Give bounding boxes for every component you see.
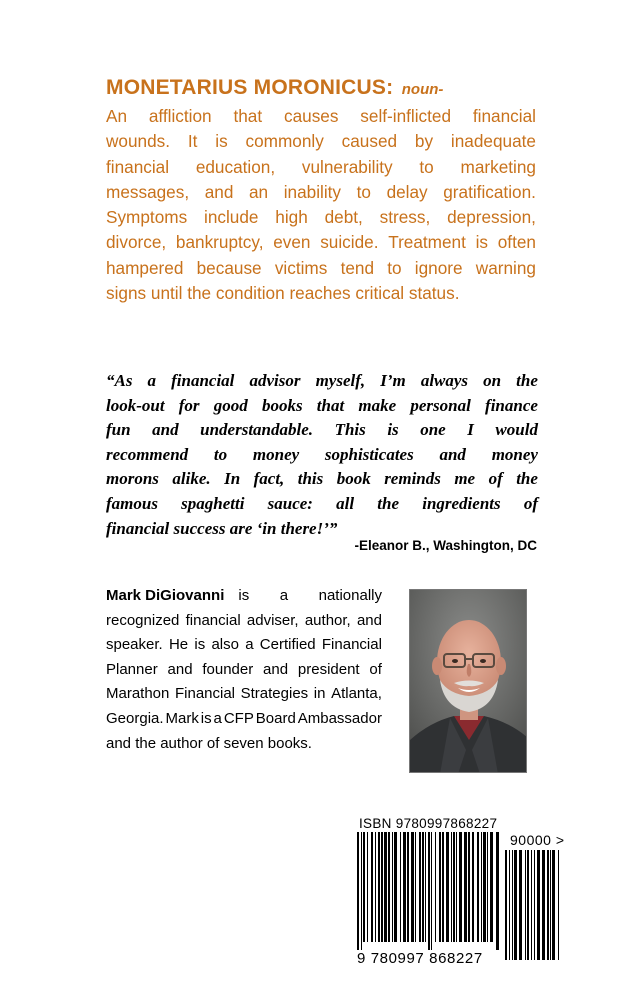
barcode-bar: [400, 832, 401, 942]
bio-line: [106, 609, 382, 634]
definition-line: [106, 256, 536, 281]
word: always: [420, 371, 469, 390]
word: and: [204, 181, 234, 202]
word: include: [204, 207, 259, 228]
word: advisor: [249, 371, 301, 390]
word: often: [497, 232, 536, 253]
author-name: Mark DiGiovanni: [106, 587, 225, 604]
word: This: [334, 420, 366, 440]
barcode-bar: [403, 832, 406, 942]
word: speaker.: [106, 636, 163, 654]
word: self-inflicted: [360, 106, 452, 126]
quote-line: [106, 443, 538, 468]
barcode-bar: [519, 850, 522, 960]
barcode-bar: [442, 832, 444, 942]
word: ignore: [414, 257, 463, 278]
barcode-bar: [487, 832, 488, 942]
barcode-bar: [435, 832, 436, 942]
word: depression,: [447, 207, 536, 228]
word: look-out: [106, 395, 165, 415]
word: financial: [106, 156, 170, 177]
word: Financial: [174, 685, 236, 703]
quote-line: financial success are ‘in there!’”: [106, 518, 338, 538]
word: Atlanta,: [331, 685, 382, 703]
barcode-bar: [505, 850, 507, 960]
barcode-bar: [453, 832, 455, 942]
barcode-bar: [558, 850, 559, 960]
word: An: [106, 106, 128, 126]
word: fun: [106, 420, 131, 440]
word: to: [387, 257, 402, 278]
word: to: [213, 444, 228, 464]
word: tend: [340, 257, 375, 278]
word: the: [516, 371, 538, 390]
word: gratification.: [443, 181, 536, 202]
word: of: [488, 469, 503, 489]
word: stress,: [379, 207, 431, 228]
word: and: [152, 420, 179, 440]
quote-line: [106, 369, 538, 394]
word: morons: [106, 469, 159, 489]
word: financial: [185, 611, 241, 629]
definition-line: [106, 129, 536, 154]
word: of: [523, 493, 538, 513]
word: causes: [283, 106, 339, 126]
bio-line: [106, 707, 382, 732]
word: Mark: [165, 709, 199, 727]
barcode-bar: [525, 850, 526, 960]
definition-line: [106, 205, 536, 230]
word: of: [369, 660, 382, 678]
word: affliction: [148, 106, 212, 126]
word: He: [168, 636, 189, 654]
word: Georgia.: [106, 709, 164, 727]
barcode-bar: [496, 832, 499, 950]
word: money: [491, 444, 538, 464]
barcode-digits: 9 780997 868227: [357, 950, 483, 967]
word: high: [275, 207, 308, 228]
price-addon-bars: [505, 850, 561, 964]
word: recommend: [106, 444, 189, 464]
word: the: [516, 469, 538, 489]
barcode-bar: [534, 850, 535, 960]
word: Strategies: [240, 685, 309, 703]
word: founder: [202, 660, 254, 678]
word: reminds: [384, 469, 441, 489]
word: warning: [475, 257, 536, 278]
word: recognized: [106, 611, 180, 629]
barcode-bar: [378, 832, 380, 942]
word: bankruptcy,: [175, 232, 264, 253]
word: suicide.: [320, 232, 379, 253]
word: Marathon: [106, 685, 170, 703]
word: hampered: [106, 257, 184, 278]
word: all: [336, 493, 355, 513]
barcode-bar: [381, 832, 383, 942]
word: finance: [485, 395, 538, 415]
word: and: [439, 444, 466, 464]
isbn-barcode: [343, 810, 592, 970]
word: personal: [410, 395, 471, 415]
barcode-bars: [357, 832, 501, 950]
word: a: [245, 636, 254, 654]
word: president: [297, 660, 360, 678]
word: “As: [106, 371, 133, 390]
definition-term: MONETARIUS MORONICUS:: [106, 76, 394, 99]
barcode-bar: [419, 832, 421, 942]
testimonial-quote: [106, 369, 538, 541]
word: sauce:: [267, 493, 313, 513]
price-code: 90000 >: [510, 832, 565, 848]
word: Certified: [259, 636, 316, 654]
word: inability: [283, 181, 342, 202]
author-bio: [106, 584, 382, 756]
word: money: [252, 444, 300, 464]
barcode-bar: [363, 832, 365, 942]
barcode-bar: [388, 832, 390, 942]
word: I’m: [380, 371, 406, 390]
barcode-bar: [537, 850, 540, 960]
barcode-bar: [384, 832, 387, 942]
word: one: [420, 420, 446, 440]
word: because: [196, 257, 262, 278]
barcode-bar: [415, 832, 416, 942]
barcode-bar: [357, 832, 359, 950]
word: on: [483, 371, 502, 390]
testimonial-attribution: -Eleanor B., Washington, DC: [354, 538, 537, 553]
word: a: [147, 371, 157, 390]
barcode-bar: [472, 832, 474, 942]
word: is: [194, 636, 206, 654]
barcode-bar: [361, 832, 362, 950]
word: financial: [171, 371, 235, 390]
word: by: [414, 131, 434, 152]
barcode-bar: [371, 832, 373, 942]
barcode-bar: [428, 832, 430, 950]
author-portrait-illustration: [410, 590, 527, 773]
word: to: [419, 156, 434, 177]
word: messages,: [106, 181, 190, 202]
barcode-bar: [394, 832, 397, 942]
word: Symptoms: [106, 207, 188, 228]
bio-line: [106, 682, 382, 707]
barcode-bar: [431, 832, 432, 950]
barcode-bar: [407, 832, 409, 942]
word: book: [336, 469, 371, 489]
definition-line: [106, 230, 536, 255]
word: and: [263, 660, 289, 678]
word: to: [356, 181, 371, 202]
word: financial: [472, 106, 536, 126]
word: adviser,: [246, 611, 299, 629]
barcode-bar: [542, 850, 545, 960]
word: and: [356, 611, 382, 629]
word: an: [248, 181, 269, 202]
word: is: [238, 587, 250, 604]
barcode-bar: [483, 832, 486, 942]
word: spaghetti: [181, 493, 245, 513]
word: in: [313, 685, 326, 703]
barcode-bar: [527, 850, 529, 960]
part-of-speech: noun-: [401, 81, 444, 98]
word: is: [475, 232, 489, 253]
word: good: [213, 395, 248, 415]
barcode-bar: [375, 832, 376, 942]
barcode-bar: [512, 850, 513, 960]
word: ingredients: [422, 493, 501, 513]
word: wounds.: [106, 131, 171, 152]
barcode-bar: [477, 832, 479, 942]
word: is: [387, 420, 399, 440]
word: books: [261, 395, 303, 415]
word: that: [233, 106, 263, 126]
word: divorce,: [106, 232, 167, 253]
bio-line: [106, 584, 382, 609]
word: marketing: [460, 156, 536, 177]
word: Ambassador: [297, 709, 382, 727]
word: inadequate: [450, 131, 536, 152]
word: sophisticates: [324, 444, 414, 464]
word: is: [200, 709, 212, 727]
word: debt,: [324, 207, 363, 228]
barcode-bar: [552, 850, 555, 960]
barcode-bar: [514, 850, 517, 960]
quote-line: [106, 418, 538, 443]
word: author,: [304, 611, 351, 629]
word: this: [297, 469, 324, 489]
word: that: [316, 395, 345, 415]
barcode-bar: [550, 850, 551, 960]
isbn-label: ISBN 9780997868227: [359, 816, 498, 831]
definition-line: [106, 180, 536, 205]
word: CFP: [223, 709, 254, 727]
barcode-bar: [451, 832, 452, 942]
word: a: [213, 709, 222, 727]
word: Board: [255, 709, 296, 727]
word: also: [211, 636, 239, 654]
word: In: [224, 469, 241, 489]
word: caused: [341, 131, 398, 152]
word: even: [273, 232, 311, 253]
word: victims: [274, 257, 328, 278]
word: and: [167, 660, 193, 678]
bio-line: [106, 658, 382, 683]
word: nationally: [318, 587, 382, 604]
word: delay: [386, 181, 428, 202]
word: for: [178, 395, 200, 415]
barcode-bar: [509, 850, 510, 960]
barcode-bar: [422, 832, 424, 942]
word: I: [467, 420, 474, 440]
barcode-bar: [439, 832, 441, 942]
word: the: [377, 493, 400, 513]
barcode-bar: [464, 832, 467, 942]
barcode-bar: [481, 832, 482, 942]
word: Planner: [106, 660, 158, 678]
word: make: [358, 395, 397, 415]
word: Treatment: [388, 232, 466, 253]
word: would: [495, 420, 538, 440]
bio-line: [106, 633, 382, 658]
definition-line: [106, 155, 536, 180]
author-photo: [409, 589, 527, 773]
quote-line: [106, 492, 538, 517]
quote-line: [106, 394, 538, 419]
word: education,: [195, 156, 276, 177]
word: myself,: [315, 371, 366, 390]
word: vulnerability: [301, 156, 393, 177]
barcode-bar: [490, 832, 493, 942]
barcode-bar: [392, 832, 393, 942]
barcode-bar: [459, 832, 462, 942]
barcode-bar: [411, 832, 414, 942]
definition-line: signs until the condition reaches critical status.: [106, 283, 460, 304]
barcode-bar: [367, 832, 368, 942]
barcode-bar: [468, 832, 470, 942]
word: commonly: [245, 131, 324, 152]
word: is: [215, 131, 228, 152]
barcode-bar: [456, 832, 457, 942]
definition-line: [106, 104, 536, 129]
definition-heading: [106, 74, 536, 104]
word: Financial: [321, 636, 382, 654]
word: alike.: [172, 469, 211, 489]
barcode-bar: [531, 850, 532, 960]
word: a: [279, 587, 289, 604]
word: It: [187, 131, 198, 152]
bio-line: and the author of seven books.: [106, 734, 312, 752]
barcode-bar: [425, 832, 426, 942]
barcode-bar: [547, 850, 549, 960]
bio-first-line-words: [238, 584, 382, 609]
word: fact,: [253, 469, 285, 489]
word: me: [454, 469, 476, 489]
definition-block: [106, 74, 536, 306]
barcode-bar: [446, 832, 449, 942]
quote-line: [106, 467, 538, 492]
word: understandable.: [200, 420, 314, 440]
word: famous: [106, 493, 158, 513]
